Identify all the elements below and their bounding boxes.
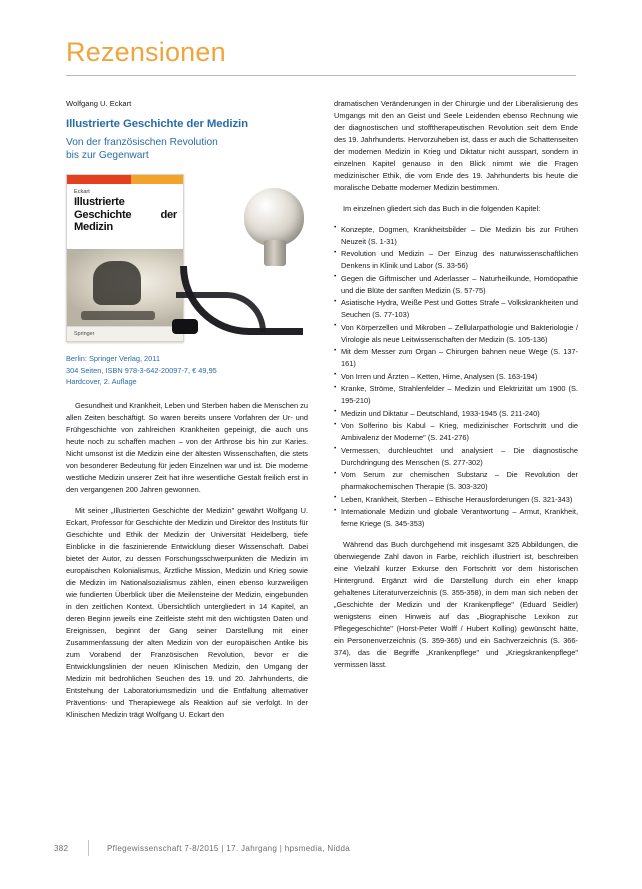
chapter-list-item: • Leben, Krankheit, Sterben – Ethische Herausforderungen (S. 321-343) xyxy=(334,494,578,506)
chapter-list-item: • Gegen die Giftmischer und Aderlasser – Naturheilkunde, Homöopathie und die Blüte der sanften Medizin (S. 57-75) xyxy=(334,273,578,297)
chapter-list-item: • Revolution und Medizin – Der Einzug des naturwissenschaftlichen Denkens in Klinik und Labor (S. 33-56) xyxy=(334,248,578,272)
chapter-list-item: • Von Körperzellen und Mikroben – Zellularpathologie und Bakteriologie / Virologie als neue Leitwissenschaften der Medizin (S. 105-136) xyxy=(334,322,578,346)
masthead-title: Rezensionen xyxy=(66,37,226,67)
chapter-list-item: • Vom Serum zur chemischen Substanz – Die Revolution der pharmakochemischen Therapie (S. 303-320) xyxy=(334,469,578,493)
review-paragraph: Mit seiner „Illustrierten Geschichte der Medizin" gewährt Wolfgang U. Eckart, Professor für Geschichte der Medizin und Direktor des Instituts für Geschichte und Ethik der Medizin der Universität Heidelberg, tiefe Einblicke in die faszinierende Entwicklung dieser Wissenschaft. Dabei bietet der Autor, zu dessen Forschungsschwerpunkten die Medizin im europäischen Kolonialismus, Ärztliche Mission, Medizin und Krieg sowie die Medizin im Nationalsozialismus zählen, einen ebenso kurzweiligen wie fundierten Überblick über die Meilensteine der Medizin, eingebunden in den zeitlichen Kontext. Übersichtlich untergliedert in 14 Kapitel, an deren Beginn jeweils eine Zeitleiste steht mit den wichtigsten Daten und Ereignissen, beginnt der Gang seiner Darstellung mit einer Zusammenfassung der alten Medizin von der europäischen Antike bis zum Vorabend der Französischen Revolution, bevor er die Entwicklungslinien der neuen Klinischen Medizin, den Umgang der Medizin mit bedrohlichen Seuchen des 19. und 20. Jahrhunderts, die Entstehung der Laboratoriumsmedizin und die Entfaltung alternativer Präventions- und Therapiewege als Reaktion auf sie verfolgt. In der Klinischen Medizin trägt Wolfgang U. Eckart den xyxy=(66,506,308,719)
cover-author-text: Eckart xyxy=(74,189,90,196)
book-cover-image xyxy=(66,174,184,342)
chapter-list-item: • Kranke, Ströme, Strahlenfelder – Medizin und Elektrizität um 1900 (S. 195-210) xyxy=(334,383,578,407)
chapter-list-item: • Vermessen, durchleuchtet und analysiert – Die diagnostische Durchdringung des Menschen (S. 277-302) xyxy=(334,445,578,469)
review-closing-paragraph: Während das Buch durchgehend mit insgesamt 325 Abbildungen, die überwiegende Zahl davon in Farbe, reichlich illustriert ist, beschreiben eine Vielzahl kurzer Exkurse den Fortschritt vor dem historischen Hintergrund. Ergänzt wird die Darstellung durch ein eher knapp gehaltenes Literaturverzeichnis (S. 355-358), in dem man sich neben der „Geschichte der Medizin und der Krankenpflege" (Eduard Seidler) wenigstens einen Hinweis auf das „Biographische Lexikon zur Pflegegeschichte" (Horst-Peter Wolff / Hubert Kolling) gewünscht hätte, ein Personenverzeichnis (S. 359-365) und ein Sachverzeichnis (S. 366-374), das die Begriffe „Krankenpflege" und „Kriegskrankenpflege" vermissen lässt. xyxy=(334,539,578,669)
masthead-divider xyxy=(66,75,576,76)
cover-photo-illustration xyxy=(67,249,183,327)
footer-divider xyxy=(88,840,89,856)
publication-fact-line: 304 Seiten, ISBN 978-3-642-20097-7, € 49,95 xyxy=(66,365,217,375)
right-column xyxy=(334,98,578,680)
chapter-list-item: • Internationale Medizin und globale Verantwortung – Armut, Krankheit, ferne Kriege (S. 345-353) xyxy=(334,506,578,530)
chapter-list-item: • Konzepte, Dogmen, Krankheitsbilder – Die Medizin bis zur Frühen Neuzeit (S. 1-31) xyxy=(334,224,578,248)
chapter-list-item: • Von Irren und Ärzten – Ketten, Hirne, Analysen (S. 163-194) xyxy=(334,371,578,383)
publication-facts xyxy=(66,353,308,387)
publication-fact-line: Berlin: Springer Verlag, 2011 xyxy=(66,354,160,364)
review-paragraph-continued: dramatischen Veränderungen in der Chirurgie und der Liberalisierung des Umgangs mit den an Geist und Seele Leidenden ebenso Rechnung wie der diagnostischen und stofftherapeutischen Revolution seit dem Ende des 19. Jahrhunderts. Hervorzuheben ist, dass er auch die Schattenseiten der modernen Medizin in Krieg und Diktatur nicht ausspart, sondern in einzelnen Kapitel genauso in den Blick nimmt wie die Fragen medizinischer Ethik, die vom Ende des 19. Jahrhunderts bis heute die moralische Debatte moderner Medizin bestimmen. xyxy=(334,99,578,192)
chapter-list-item: • Von Solferino bis Kabul – Krieg, medizinischer Fortschritt und die Ambivalenz der Moderne" (S. 241-276) xyxy=(334,420,578,444)
publication-fact-line: Hardcover, 2. Auflage xyxy=(66,376,137,386)
instrument-bulb xyxy=(244,188,304,246)
book-subtitle: Von der französischen Revolution bis zur Gegenwart xyxy=(66,136,218,162)
page-footer xyxy=(54,840,578,856)
footer-journal-info: Pflegewissenschaft 7-8/2015 | 17. Jahrgang | hpsmedia, Nidda xyxy=(107,843,351,853)
chapter-list-item: • Asiatische Hydra, Weiße Pest und Gottes Strafe – Volkskrankheiten und Seuchen (S. 77-103) xyxy=(334,297,578,321)
chapter-list xyxy=(334,224,578,530)
book-author: Wolfgang U. Eckart xyxy=(66,99,132,108)
left-column xyxy=(66,98,308,730)
book-title: Illustrierte Geschichte der Medizin xyxy=(66,118,248,131)
cover-color-band xyxy=(67,175,183,184)
medical-instrument-photo xyxy=(170,180,308,338)
chapter-list-item: • Medizin und Diktatur – Deutschland, 1933-1945 (S. 211-240) xyxy=(334,408,578,420)
review-paragraph: Gesundheit und Krankheit, Leben und Sterben haben die Menschen zu allen Zeiten beschäftigt. So waren bereits unsere Vorfahren der Ur- und Frühgeschichte von zahlreichen Krankheiten gepeinigt, die auch uns heute noch zu schaffen machen – von der Arthrose bis hin zur Karies. Nicht umsonst ist die Medizin eine der ältesten Wissenschaften, die stets von besonderer Bedeutung für jeden Einzelnen war und ist. Die moderne westliche Medizin unserer Zeit hat ihre wesentliche Gestalt freilich erst in den vergangenen 200 Jahren gewonnen. xyxy=(66,401,308,495)
instrument-plug xyxy=(172,319,198,334)
chapter-list-intro: Im einzelnen gliedert sich das Buch in die folgenden Kapitel: xyxy=(343,203,541,213)
cover-publisher-mark: Springer xyxy=(74,331,95,338)
masthead xyxy=(66,38,576,76)
book-cover-figure xyxy=(66,174,308,342)
footer-page-number: 382 xyxy=(54,843,69,853)
instrument-neck xyxy=(264,240,286,266)
chapter-list-item: • Mit dem Messer zum Organ – Chirurgen bahnen neue Wege (S. 137-161) xyxy=(334,346,578,370)
cover-title-text: Illustrierte Geschichte der Medizin xyxy=(74,196,177,234)
cover-footer-strip xyxy=(67,326,183,341)
